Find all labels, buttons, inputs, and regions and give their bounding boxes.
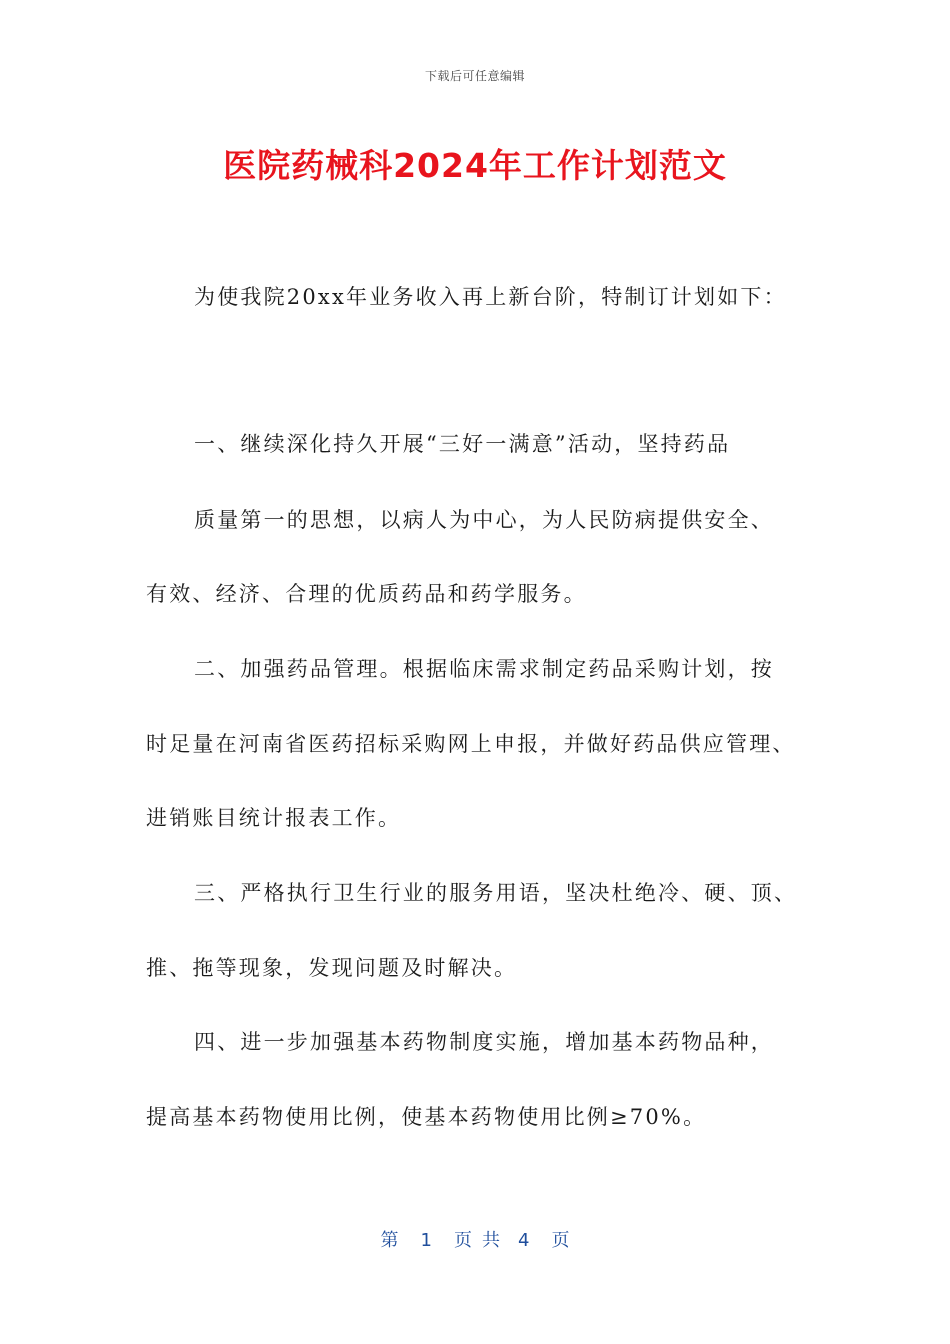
paragraph-3-line-2: 推、拖等现象，发现问题及时解决。: [146, 956, 518, 980]
footer-middle: 页共: [454, 1230, 510, 1251]
footer-page-number: 1: [420, 1230, 432, 1251]
paragraph-4-line-2: 提高基本药物使用比例，使基本药物使用比例≥70%。: [146, 1105, 707, 1129]
paragraph-1-line-2: 质量第一的思想，以病人为中心，为人民防病提供安全、: [194, 508, 774, 532]
paragraph-1-line-3: 有效、经济、合理的优质药品和药学服务。: [146, 582, 587, 606]
paragraph-1-line-1: 一、继续深化持久开展“三好一满意”活动，坚持药品: [194, 432, 731, 456]
document-title: 医院药械科2024年工作计划范文: [223, 146, 727, 185]
paragraph-4-line-1: 四、进一步加强基本药物制度实施，增加基本药物品种，: [194, 1030, 774, 1054]
paragraph-2-line-2: 时足量在河南省医药招标采购网上申报，并做好药品供应管理、: [146, 732, 796, 756]
paragraph-2-line-3: 进销账目统计报表工作。: [146, 806, 402, 830]
paragraph-2-line-1: 二、加强药品管理。根据临床需求制定药品采购计划，按: [194, 657, 774, 681]
header-note: 下载后可任意编辑: [424, 69, 525, 83]
page-footer: [0, 1226, 950, 1252]
intro-paragraph: 为使我院20xx年业务收入再上新台阶，特制订计划如下：: [194, 285, 787, 309]
footer-prefix: 第: [380, 1230, 399, 1251]
paragraph-3-line-1: 三、严格执行卫生行业的服务用语，坚决杜绝冷、硬、顶、: [194, 881, 798, 905]
footer-total-pages: 4: [518, 1230, 530, 1251]
footer-suffix: 页: [551, 1230, 570, 1251]
